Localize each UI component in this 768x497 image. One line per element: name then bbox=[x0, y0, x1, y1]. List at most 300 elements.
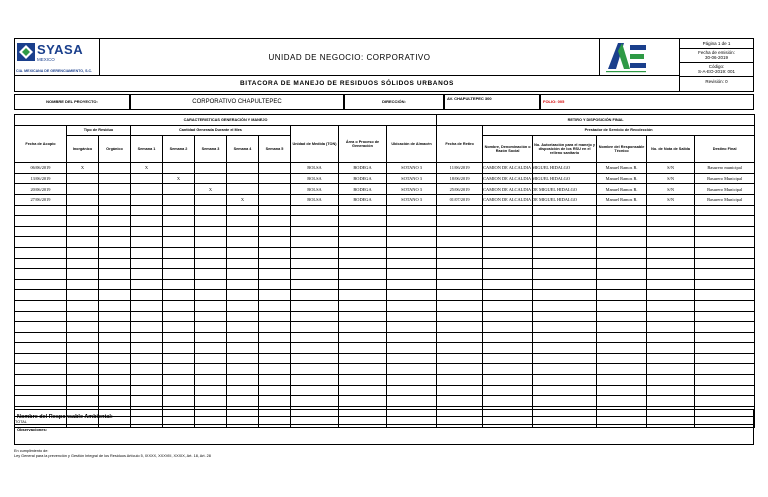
table-cell bbox=[227, 269, 259, 280]
table-cell bbox=[99, 194, 131, 205]
table-cell bbox=[483, 322, 533, 333]
table-cell bbox=[533, 290, 597, 301]
table-cell bbox=[387, 311, 437, 322]
table-cell bbox=[695, 269, 755, 280]
table-cell bbox=[163, 226, 195, 237]
table-cell bbox=[647, 258, 695, 269]
table-cell bbox=[695, 216, 755, 227]
table-cell bbox=[597, 205, 647, 216]
table-cell bbox=[259, 279, 291, 290]
table-cell bbox=[291, 226, 339, 237]
table-row bbox=[15, 173, 755, 184]
table-cell bbox=[99, 279, 131, 290]
table-cell bbox=[647, 269, 695, 280]
table-cell bbox=[259, 332, 291, 343]
emission-date: 30-06-2019 bbox=[704, 55, 729, 60]
col-responsable: Nombre del Responsable Técnico bbox=[597, 136, 647, 163]
table-cell: Manuel Ramos R. bbox=[597, 194, 647, 205]
table-cell bbox=[259, 258, 291, 269]
table-cell bbox=[99, 173, 131, 184]
table-cell bbox=[597, 343, 647, 354]
col-area: Área o Proceso de Generación bbox=[339, 125, 387, 163]
table-cell bbox=[387, 332, 437, 343]
table-cell bbox=[227, 173, 259, 184]
col-sem4: Semana 4 bbox=[227, 136, 259, 163]
table-cell bbox=[259, 269, 291, 280]
table-cell bbox=[259, 237, 291, 248]
table-cell: 20/06/2019 bbox=[15, 184, 67, 195]
table-cell bbox=[533, 258, 597, 269]
table-cell bbox=[227, 279, 259, 290]
table-cell bbox=[437, 322, 483, 333]
table-cell bbox=[291, 279, 339, 290]
table-cell bbox=[99, 269, 131, 280]
table-cell: Basurero Municipal bbox=[695, 184, 755, 195]
table-cell bbox=[647, 385, 695, 396]
table-cell bbox=[339, 216, 387, 227]
table-cell bbox=[15, 300, 67, 311]
table-cell bbox=[131, 194, 163, 205]
table-cell bbox=[339, 290, 387, 301]
table-cell bbox=[227, 163, 259, 174]
table-cell bbox=[67, 311, 99, 322]
table-cell bbox=[695, 311, 755, 322]
table-cell bbox=[163, 385, 195, 396]
revision: Revisión: 0 bbox=[705, 79, 728, 84]
table-cell bbox=[533, 396, 597, 407]
table-cell bbox=[695, 396, 755, 407]
table-cell bbox=[647, 322, 695, 333]
col-inorganico: Inorgánico bbox=[67, 136, 99, 163]
table-cell bbox=[339, 300, 387, 311]
table-cell bbox=[291, 247, 339, 258]
table-cell bbox=[647, 247, 695, 258]
table-cell: X bbox=[67, 163, 99, 174]
table-cell bbox=[131, 226, 163, 237]
table-cell bbox=[695, 226, 755, 237]
table-cell bbox=[597, 258, 647, 269]
table-cell bbox=[131, 311, 163, 322]
col-organico: Orgánico bbox=[99, 136, 131, 163]
table-cell bbox=[67, 385, 99, 396]
table-cell: TOTAL bbox=[15, 417, 67, 428]
table-cell bbox=[387, 237, 437, 248]
table-row bbox=[15, 258, 755, 269]
table-cell bbox=[15, 364, 67, 375]
table-cell bbox=[437, 216, 483, 227]
table-cell bbox=[437, 205, 483, 216]
table-cell bbox=[483, 226, 533, 237]
ae-logo bbox=[600, 38, 680, 76]
table-cell bbox=[15, 290, 67, 301]
table-cell bbox=[131, 396, 163, 407]
table-cell bbox=[291, 343, 339, 354]
table-row bbox=[15, 163, 755, 174]
table-row bbox=[15, 364, 755, 375]
table-cell bbox=[99, 258, 131, 269]
table-cell bbox=[483, 216, 533, 227]
table-cell bbox=[533, 300, 597, 311]
table-cell bbox=[533, 247, 597, 258]
col-sem2: Semana 2 bbox=[163, 136, 195, 163]
table-cell bbox=[387, 247, 437, 258]
table-cell bbox=[437, 269, 483, 280]
table-cell bbox=[387, 226, 437, 237]
logo-name: SYASA bbox=[37, 42, 84, 57]
table-cell bbox=[291, 269, 339, 280]
address-label: DIRECCIÓN: bbox=[344, 94, 444, 110]
table-cell bbox=[533, 375, 597, 386]
table-cell bbox=[597, 353, 647, 364]
table-cell bbox=[437, 311, 483, 322]
table-cell bbox=[695, 300, 755, 311]
table-cell bbox=[647, 290, 695, 301]
table-cell bbox=[67, 226, 99, 237]
table-cell bbox=[291, 332, 339, 343]
table-cell: BODEGA bbox=[339, 163, 387, 174]
table-cell bbox=[195, 173, 227, 184]
table-cell bbox=[195, 226, 227, 237]
table-cell bbox=[67, 375, 99, 386]
table-cell bbox=[533, 311, 597, 322]
table-cell bbox=[259, 226, 291, 237]
table-cell bbox=[227, 311, 259, 322]
table-cell bbox=[67, 322, 99, 333]
table-cell bbox=[533, 279, 597, 290]
table-cell bbox=[647, 396, 695, 407]
table-cell bbox=[533, 226, 597, 237]
table-cell bbox=[99, 237, 131, 248]
table-row bbox=[15, 396, 755, 407]
table-cell bbox=[291, 311, 339, 322]
table-cell bbox=[339, 258, 387, 269]
table-cell bbox=[339, 332, 387, 343]
address-value: AV. CHAPULTEPEC 300 bbox=[444, 94, 540, 110]
table-cell bbox=[195, 343, 227, 354]
table-cell bbox=[533, 216, 597, 227]
table-cell bbox=[437, 247, 483, 258]
observaciones: Observaciones: bbox=[14, 425, 754, 445]
table-cell bbox=[387, 375, 437, 386]
table-cell bbox=[597, 247, 647, 258]
table-cell bbox=[291, 353, 339, 364]
table-cell bbox=[483, 353, 533, 364]
table-cell bbox=[437, 396, 483, 407]
table-cell bbox=[483, 385, 533, 396]
table-cell bbox=[533, 322, 597, 333]
table-cell bbox=[259, 300, 291, 311]
table-cell: S/N bbox=[647, 194, 695, 205]
table-cell bbox=[387, 205, 437, 216]
table-cell: CAMION DE ALCALDIA DE MIGUEL HIDALGO bbox=[483, 184, 533, 195]
table-cell bbox=[259, 290, 291, 301]
table-cell bbox=[131, 279, 163, 290]
table-cell bbox=[259, 375, 291, 386]
table-cell bbox=[647, 279, 695, 290]
table-cell bbox=[339, 364, 387, 375]
table-cell bbox=[339, 269, 387, 280]
table-cell bbox=[695, 258, 755, 269]
table-cell bbox=[131, 269, 163, 280]
table-cell bbox=[99, 300, 131, 311]
table-cell bbox=[533, 364, 597, 375]
table-cell bbox=[483, 258, 533, 269]
table-cell bbox=[131, 385, 163, 396]
table-cell bbox=[227, 290, 259, 301]
table-cell bbox=[483, 247, 533, 258]
table-cell bbox=[15, 385, 67, 396]
table-cell bbox=[647, 237, 695, 248]
table-row bbox=[15, 353, 755, 364]
table-cell bbox=[533, 205, 597, 216]
table-cell: X bbox=[227, 194, 259, 205]
table-cell bbox=[227, 226, 259, 237]
table-cell: 25/06/2019 bbox=[437, 184, 483, 195]
table-cell bbox=[99, 385, 131, 396]
table-cell bbox=[195, 216, 227, 227]
project-name-label: NOMBRE DEL PROYECTO: bbox=[14, 94, 130, 110]
document-title: UNIDAD DE NEGOCIO: CORPORATIVO bbox=[100, 38, 600, 76]
table-cell bbox=[259, 364, 291, 375]
table-cell bbox=[67, 258, 99, 269]
table-cell bbox=[483, 269, 533, 280]
table-cell bbox=[163, 364, 195, 375]
table-cell bbox=[131, 258, 163, 269]
table-cell: 01/07/2019 bbox=[437, 194, 483, 205]
table-cell bbox=[597, 269, 647, 280]
table-cell: SOTANO 3 bbox=[387, 173, 437, 184]
table-cell bbox=[67, 184, 99, 195]
table-cell bbox=[131, 205, 163, 216]
table-cell bbox=[483, 300, 533, 311]
table-cell bbox=[131, 247, 163, 258]
table-cell bbox=[483, 237, 533, 248]
table-cell bbox=[483, 343, 533, 354]
table-cell bbox=[597, 385, 647, 396]
table-cell bbox=[163, 205, 195, 216]
table-cell bbox=[99, 205, 131, 216]
table-cell bbox=[67, 290, 99, 301]
table-cell bbox=[483, 375, 533, 386]
table-cell bbox=[483, 290, 533, 301]
table-cell bbox=[387, 216, 437, 227]
table-cell: BOLSA bbox=[291, 173, 339, 184]
table-cell bbox=[15, 269, 67, 280]
col-nota: No. de Nota de Salida bbox=[647, 136, 695, 163]
table-cell bbox=[387, 269, 437, 280]
table-cell bbox=[195, 353, 227, 364]
table-cell bbox=[387, 353, 437, 364]
table-cell bbox=[227, 216, 259, 227]
table-cell bbox=[15, 375, 67, 386]
table-cell: BODEGA bbox=[339, 173, 387, 184]
table-cell bbox=[647, 205, 695, 216]
table-cell bbox=[15, 353, 67, 364]
table-cell bbox=[339, 385, 387, 396]
table-cell bbox=[387, 300, 437, 311]
table-cell bbox=[99, 396, 131, 407]
table-cell bbox=[259, 311, 291, 322]
table-row bbox=[15, 184, 755, 195]
table-cell bbox=[99, 343, 131, 354]
group-characteristics: CARACTERISTICAS GENERACIÓN Y MANEJO bbox=[15, 115, 437, 126]
table-cell bbox=[483, 311, 533, 322]
footer-line1: En cumplimiento de: bbox=[14, 449, 49, 453]
table-cell bbox=[195, 205, 227, 216]
folio: FOLIO: 005 bbox=[540, 94, 754, 110]
table-cell bbox=[67, 353, 99, 364]
table-cell bbox=[163, 396, 195, 407]
table-cell bbox=[15, 226, 67, 237]
table-cell bbox=[227, 184, 259, 195]
table-cell bbox=[597, 311, 647, 322]
table-cell bbox=[291, 375, 339, 386]
table-cell: BODEGA bbox=[339, 194, 387, 205]
table-cell bbox=[597, 332, 647, 343]
table-cell bbox=[163, 216, 195, 227]
table-cell bbox=[647, 216, 695, 227]
table-cell bbox=[163, 332, 195, 343]
table-cell bbox=[99, 290, 131, 301]
table-cell bbox=[67, 279, 99, 290]
table-cell bbox=[15, 343, 67, 354]
table-cell bbox=[533, 385, 597, 396]
table-cell bbox=[99, 364, 131, 375]
logo-company: CIA. MEXICANA DE GERENCIAMIENTO, S.C. bbox=[16, 69, 93, 73]
col-nombre: Nombre, Denominación o Razón Social bbox=[483, 136, 533, 163]
table-cell bbox=[163, 184, 195, 195]
table-cell bbox=[131, 290, 163, 301]
table-row bbox=[15, 311, 755, 322]
table-cell bbox=[437, 332, 483, 343]
table-cell bbox=[227, 385, 259, 396]
table-cell bbox=[387, 343, 437, 354]
waste-log-table bbox=[14, 114, 755, 428]
col-sem1: Semana 1 bbox=[131, 136, 163, 163]
table-cell bbox=[437, 237, 483, 248]
table-cell bbox=[437, 300, 483, 311]
col-autorizacion: No. Autorización para el manejo y disposición de los RSU en el relleno sanitario bbox=[533, 136, 597, 163]
table-cell bbox=[437, 353, 483, 364]
table-cell bbox=[339, 279, 387, 290]
table-cell: S/N bbox=[647, 163, 695, 174]
table-cell bbox=[695, 290, 755, 301]
table-cell bbox=[227, 237, 259, 248]
table-cell bbox=[195, 163, 227, 174]
table-cell bbox=[597, 237, 647, 248]
table-cell bbox=[695, 364, 755, 375]
group-cantidad: Cantidad Generada Durante el Mes bbox=[131, 125, 291, 136]
table-cell bbox=[131, 216, 163, 227]
table-cell: X bbox=[131, 163, 163, 174]
table-cell bbox=[131, 375, 163, 386]
table-cell bbox=[195, 247, 227, 258]
table-cell: S/N bbox=[647, 184, 695, 195]
table-cell bbox=[163, 237, 195, 248]
table-cell bbox=[195, 311, 227, 322]
emission-label: Fecha de emisión: bbox=[698, 50, 735, 55]
table-cell bbox=[195, 396, 227, 407]
table-cell bbox=[163, 194, 195, 205]
table-row bbox=[15, 216, 755, 227]
table-cell bbox=[195, 290, 227, 301]
table-cell: BOLSA bbox=[291, 163, 339, 174]
table-cell bbox=[387, 396, 437, 407]
table-cell bbox=[195, 258, 227, 269]
col-sem3: Semana 3 bbox=[195, 136, 227, 163]
table-row bbox=[15, 300, 755, 311]
table-cell: CAMION DE ALCALDIA MIGUEL HIDALGO bbox=[483, 163, 533, 174]
table-cell bbox=[339, 375, 387, 386]
table-cell bbox=[597, 322, 647, 333]
table-cell bbox=[647, 226, 695, 237]
table-row bbox=[15, 226, 755, 237]
table-cell bbox=[339, 311, 387, 322]
data-rows bbox=[15, 163, 755, 428]
table-cell bbox=[695, 343, 755, 354]
table-cell bbox=[15, 258, 67, 269]
table-cell: S/N bbox=[647, 173, 695, 184]
table-row bbox=[15, 290, 755, 301]
table-cell bbox=[195, 269, 227, 280]
table-cell bbox=[695, 205, 755, 216]
table-cell bbox=[647, 300, 695, 311]
table-cell bbox=[163, 375, 195, 386]
table-cell: BOLSA bbox=[291, 184, 339, 195]
table-cell bbox=[339, 237, 387, 248]
table-cell bbox=[387, 258, 437, 269]
table-cell: CAMION DE ALCALDIA MIGUEL HIDALGO bbox=[483, 173, 533, 184]
table-cell bbox=[227, 332, 259, 343]
table-cell bbox=[67, 173, 99, 184]
table-cell: SOTANO 3 bbox=[387, 194, 437, 205]
project-row bbox=[14, 94, 754, 110]
table-cell bbox=[339, 343, 387, 354]
table-cell bbox=[647, 332, 695, 343]
table-cell bbox=[15, 311, 67, 322]
table-cell bbox=[259, 216, 291, 227]
table-cell: SOTANO 3 bbox=[387, 184, 437, 195]
table-cell bbox=[259, 396, 291, 407]
document-meta bbox=[680, 38, 754, 92]
table-cell bbox=[259, 205, 291, 216]
table-cell: Basurero municipal bbox=[695, 163, 755, 174]
table-cell bbox=[291, 385, 339, 396]
table-row bbox=[15, 247, 755, 258]
table-cell bbox=[227, 353, 259, 364]
table-row bbox=[15, 322, 755, 333]
table-cell bbox=[695, 322, 755, 333]
table-row bbox=[15, 194, 755, 205]
table-cell bbox=[227, 300, 259, 311]
table-cell bbox=[259, 194, 291, 205]
table-cell bbox=[195, 385, 227, 396]
table-cell bbox=[67, 216, 99, 227]
table-cell bbox=[67, 237, 99, 248]
table-cell bbox=[291, 290, 339, 301]
table-cell bbox=[195, 300, 227, 311]
table-cell bbox=[437, 290, 483, 301]
table-cell bbox=[131, 173, 163, 184]
table-cell bbox=[259, 322, 291, 333]
table-cell bbox=[15, 322, 67, 333]
group-prestador: Prestador de Servicio de Recolección bbox=[483, 125, 755, 136]
table-cell bbox=[99, 375, 131, 386]
table-cell: Manuel Ramos R. bbox=[597, 184, 647, 195]
table-cell bbox=[15, 216, 67, 227]
table-cell bbox=[695, 237, 755, 248]
table-cell bbox=[99, 226, 131, 237]
